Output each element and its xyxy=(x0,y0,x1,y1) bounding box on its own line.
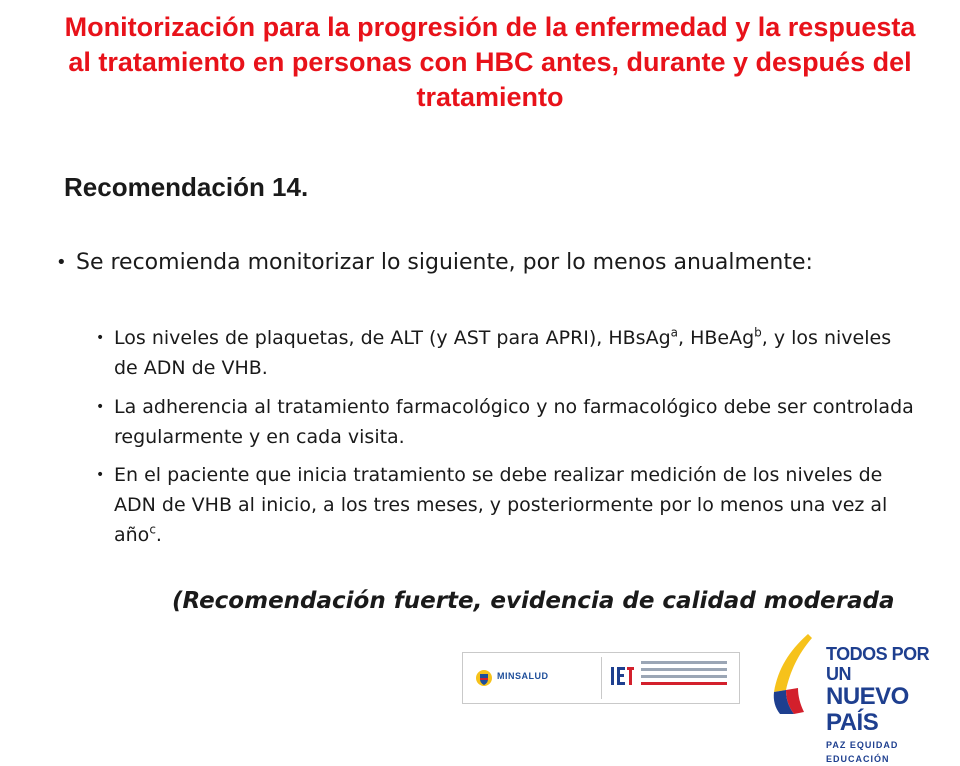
main-bullet-text: Se recomienda monitorizar lo siguiente, por lo menos anualmente: xyxy=(76,250,813,275)
sub-bullet-dna-measurement xyxy=(96,460,916,550)
sub1-text-c: , y los niveles de ADN de VHB. xyxy=(114,327,892,379)
sub1-text-b: , HBeAg xyxy=(678,327,755,349)
iets-logo xyxy=(609,657,733,699)
recommendation-strength: (Recomendación fuerte, evidencia de calidad moderada xyxy=(172,588,895,614)
sub2-text: La adherencia al tratamiento farmacológico y no farmacológico debe ser controlada regularmente y en cada visita. xyxy=(114,396,914,448)
bullet-dot-icon: • xyxy=(96,399,105,415)
sub-bullet-text xyxy=(96,323,916,383)
bullet-dot-icon: • xyxy=(96,330,105,346)
minsalud-logo xyxy=(475,667,603,689)
partner-logos xyxy=(462,652,740,704)
sub3-end: . xyxy=(155,524,162,546)
slide-title: Monitorización para la progresión de la enfermedad y la respuesta al tratamiento en personas con HBC antes, durante y después del tratamiento xyxy=(64,12,916,112)
recommendation-heading: Recomendación 14. xyxy=(64,172,309,202)
todos-por-un-nuevo-pais-logo xyxy=(826,644,956,766)
sub-bullet-text xyxy=(96,460,916,550)
iets-tagline-line xyxy=(641,668,727,671)
sub-bullet-lab-levels xyxy=(96,323,916,383)
logo-divider xyxy=(601,657,602,699)
sub3-text: En el paciente que inicia tratamiento se debe realizar medición de los niveles de ADN de VHB al inicio, a los tres meses, y posteriormente por lo menos una vez al año xyxy=(114,464,888,546)
colombia-shield-icon xyxy=(475,669,493,687)
logo-line-1: TODOS POR UN xyxy=(826,644,930,684)
sub-bullet-adherence xyxy=(96,392,916,452)
sub1-text-a: Los niveles de plaquetas, de ALT (y AST para APRI), HBsAg xyxy=(114,327,671,349)
colombia-flag-swoosh-icon xyxy=(760,632,820,716)
minsalud-label: MINSALUD xyxy=(497,671,549,681)
iets-tagline xyxy=(641,661,727,689)
main-bullet xyxy=(56,247,916,279)
iets-tagline-bar xyxy=(641,682,727,685)
logo-line-2: NUEVO PAÍS xyxy=(826,683,909,736)
sub3-sup: c xyxy=(149,522,156,537)
sub1-sup-a: a xyxy=(670,325,678,340)
iets-tagline-line xyxy=(641,675,727,678)
iets-tagline-line xyxy=(641,661,727,664)
logo-tagline: PAZ EQUIDAD EDUCACIÓN xyxy=(826,740,899,764)
sub1-sup-b: b xyxy=(754,325,762,340)
iets-logo-icon xyxy=(609,661,635,691)
bullet-dot-icon: • xyxy=(96,467,105,483)
bullet-dot-icon: • xyxy=(56,252,67,273)
